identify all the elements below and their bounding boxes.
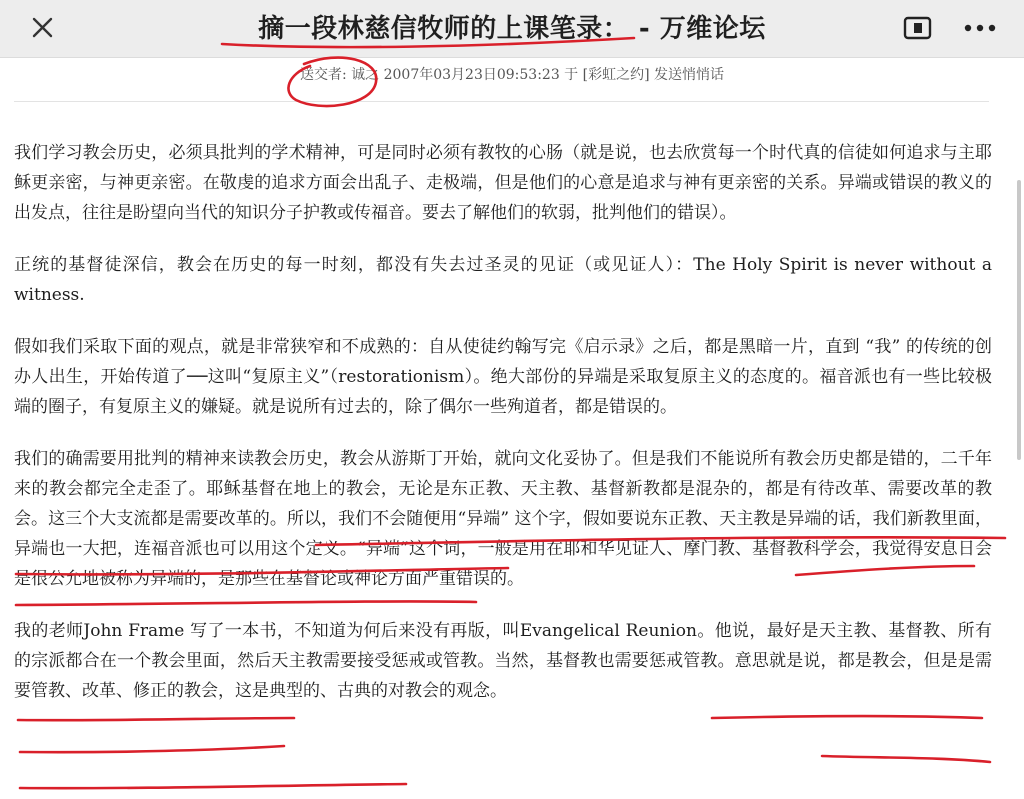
divider (14, 101, 989, 102)
paragraph-4: 我们的确需要用批判的精神来读教会历史，教会从游斯丁开始，就向文化妥协了。但是我们不能说所有教会历史都是错的，二千年来的教会都完全走歪了。耶稣基督在地上的教会，无论是东正教、天主教、基督新教都是混杂的，都是有待改革、需要改革的教会。这三个大支流都是需要改革的。所以，我们不会随便用“异端” 这个字，假如要说东正教、天主教是异端的话，我们新教里面，异端也一大把，连福音派也可以用这个定义。“异端”这个词，一般是用在耶和华见证人、摩门教、基督教科学会，我觉得安息日会是很公允地被称为异端的，是那些在基督论或神论方面严重错误的。 (14, 449, 992, 589)
paragraph-5: 我的老师John Frame 写了一本书，不知道为何后来没有再版，叫Evangelical Reunion。他说，最好是天主教、基督教、所有的宗派都合在一个教会里面，然后天主教需要接受惩戒或管教。当然，基督教也需要惩戒管教。意思就是说，都是教会，但是是需要管教、改革、修正的教会，这是典型的、古典的对教会的观念。 (14, 621, 992, 701)
paragraph-2: 正统的基督徒深信，教会在历史的每一时刻，都没有失去过圣灵的见证（或见证人）：The Holy Spirit is never without a witness. (14, 255, 992, 305)
top-bar (0, 0, 1024, 58)
underline-9 (20, 784, 406, 788)
author-link[interactable]: 诚之 (351, 67, 380, 83)
minimize-button[interactable] (903, 14, 933, 42)
close-icon (24, 10, 60, 46)
close-button[interactable] (24, 10, 60, 46)
article-body (14, 138, 992, 728)
forum-link[interactable]: [彩虹之约] (582, 67, 650, 83)
more-button[interactable] (960, 14, 1000, 42)
post-meta (0, 64, 1024, 84)
paragraph-1: 我们学习教会历史，必须具批判的学术精神，可是同时必须有教牧的心肠（就是说，也去欣赏每一个时代真的信徒如何追求与主耶稣更亲密，与神更亲密。在敬虔的追求方面会出乱子、走极端，但是他们的心意是追求与神有更亲密的关系。异端或错误的教义的出发点，往往是盼望向当代的知识分子护教或传福音。要去了解他们的软弱，批判他们的错误）。 (14, 143, 992, 223)
underline-7 (20, 746, 284, 752)
underline-8 (822, 756, 990, 762)
post-date: 2007年03月23日09:53:23 于 (379, 67, 583, 83)
scrollbar[interactable] (1017, 180, 1021, 460)
page-title: 摘一段林慈信牧师的上课笔录： - 万维论坛 (258, 14, 766, 44)
paragraph-3: 假如我们采取下面的观点，就是非常狭窄和不成熟的：自从使徒约翰写完《启示录》之后，都是黑暗一片，直到 “我” 的传统的创办人出生，开始传道了──这叫“复原主义”（restorationism）。绝大部份的异端是采取复原主义的态度的。福音派也有一些比较极端的圈子，有复原主义的嫌疑。就是说所有过去的，除了偶尔一些殉道者，都是错误的。 (14, 337, 992, 417)
send-message-link[interactable]: 发送悄悄话 (649, 67, 725, 83)
minimize-icon (903, 14, 933, 42)
more-icon (960, 14, 1000, 42)
author-prefix: 送交者: (299, 67, 352, 83)
